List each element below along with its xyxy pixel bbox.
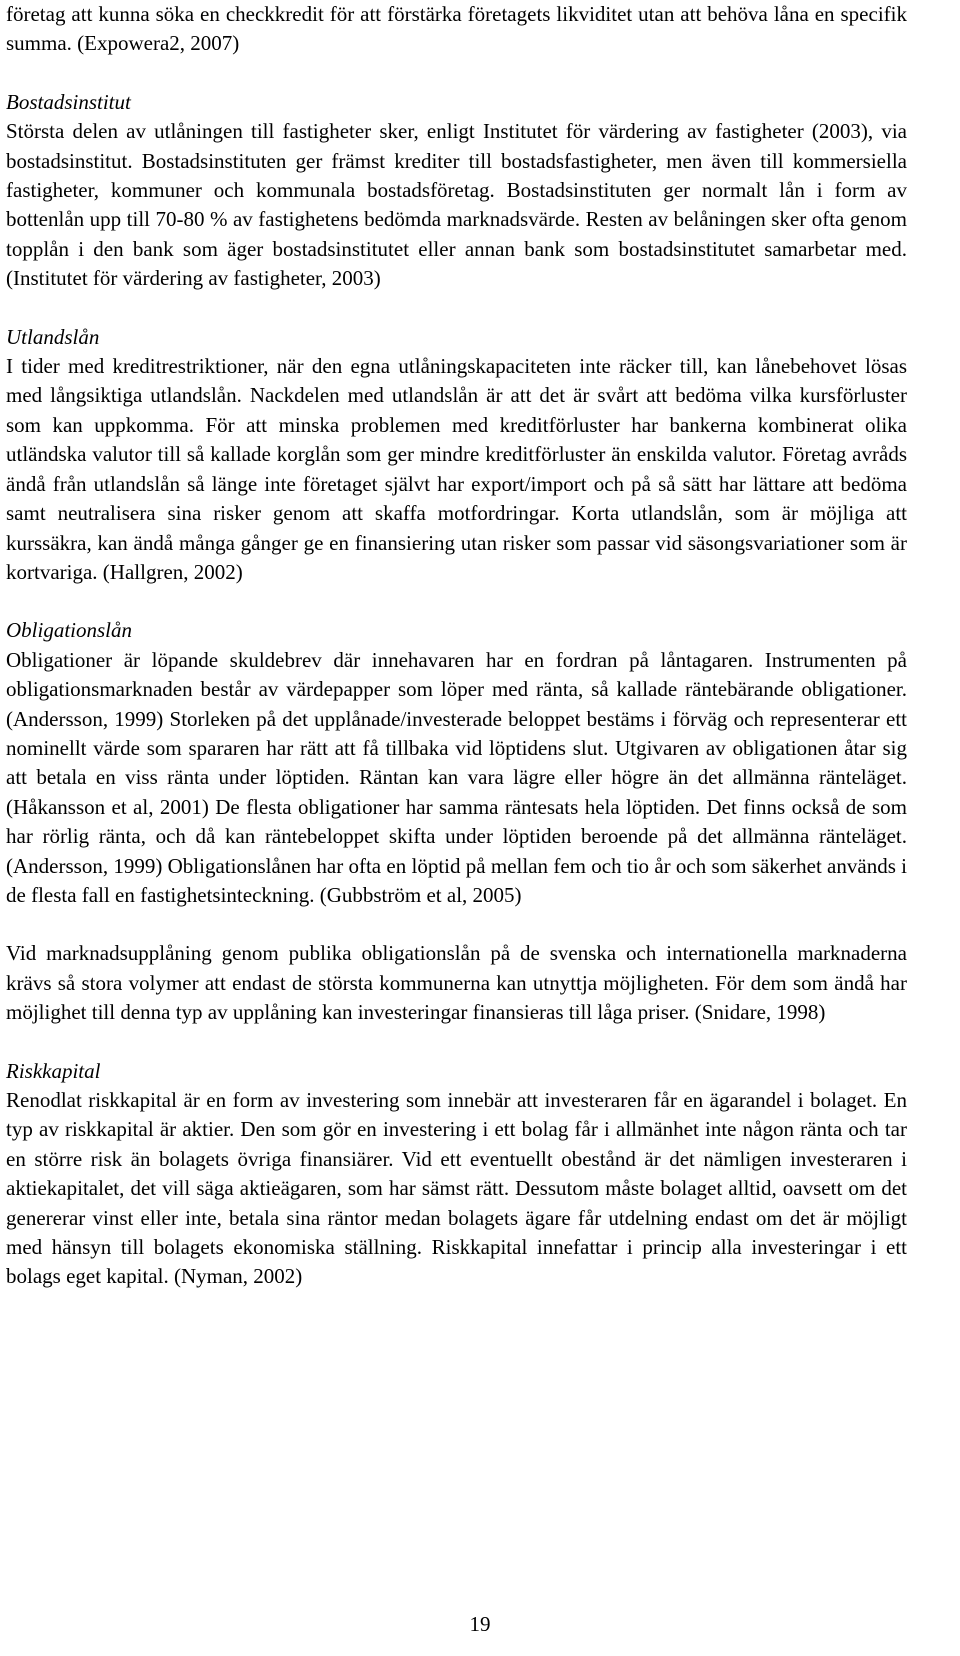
paragraph-intro: företag att kunna söka en checkkredit för att förstärka företagets likviditet utan att behöva låna en specifik summa. (Expowera2, 2007) [6, 2, 907, 56]
paragraph-bostadsinstitut: Största delen av utlåningen till fastigheter sker, enligt Institutet för värdering av fastigheter (2003), via bostadsinstitut. Bostadsinstituten ger främst krediter till bostadsfastigheter, men även till kommersiella fastigheter, kommuner och kommunala bostadsföretag. Bostadsinstituten ger normalt lån i form av bottenlån upp till 70-80 % av fastighetens bedömda marknadsvärde. Resten av belåningen sker ofta genom topplån i den bank som äger bostadsinstitutet eller annan bank som bostadsinstitutet samarbetar med. (Institutet för värdering av fastigheter, 2003) [6, 119, 907, 291]
paragraph-obligationslan: Obligationer är löpande skuldebrev där innehavaren har en fordran på låntagaren. Instrumenten på obligationsmarknaden består av värdepapper som löper med ränta, så kallade räntebärande obligationer. (Andersson, 1999) Storleken på det upplånade/investerade beloppet bestäms i förväg och representerar ett nominellt värde som spararen har rätt att få tillbaka vid löptidens slut. Utgivaren av obligationen åtar sig att betala en viss ränta under löptiden. Räntan kan vara lägre eller högre än det allmänna ränteläget. (Håkansson et al, 2001) De flesta obligationer har samma räntesats hela löptiden. Det finns också de som har rörlig ränta, och då kan räntebeloppet skifta under löptiden beroende på det allmänna ränteläget. (Andersson, 1999) Obligationslånen har ofta en löptid på mellan fem och tio år och som säkerhet används i de flesta fall en fastighetsinteckning. (Gubbström et al, 2005) [6, 647, 907, 907]
section-heading-obligationslan: Obligationslån [6, 618, 133, 643]
section-heading-utlandslan: Utlandslån [6, 324, 100, 349]
document-page [6, 0, 907, 1292]
section-heading-bostadsinstitut: Bostadsinstitut [6, 89, 131, 114]
paragraph-marknadsupplaning: Vid marknadsupplåning genom publika obligationslån på de svenska och internationella marknaderna krävs så stora volymer att endast de största kommunerna kan utnyttja möjligheten. För dem som ändå har möjlighet till denna typ av upplåning kan investeringar finansieras till låga priser. (Snidare, 1998) [6, 941, 907, 1025]
page-number: 19 [469, 1612, 491, 1636]
paragraph-utlandslan: I tider med kreditrestriktioner, när den egna utlåningskapaciteten inte räcker till, kan lånebehovet lösas med långsiktiga utlandslån. Nackdelen med utlandslån är att det är svårt att bedöma vilka kursförluster som kan uppkomma. För att minska problemen med kreditförluster har bankerna kombinerat olika utländska valutor till så kallade korglån som ger mindre kreditförluster än enskilda valutor. Företag avråds ändå från utlandslån så länge inte företaget självt har export/import och på så sätt har lättare att bedöma samt neutralisera sina risker genom att skaffa motfordringar. Korta utlandslån, som är möjliga att kurssäkra, kan ändå många gånger ge en finansiering utan risker som passar vid säsongsvariationer som är kortvariga. (Hallgren, 2002) [6, 354, 907, 584]
section-heading-riskkapital: Riskkapital [6, 1058, 101, 1083]
paragraph-riskkapital: Renodlat riskkapital är en form av investering som innebär att investeraren får en ägarandel i bolaget. En typ av riskkapital är aktier. Den som gör en investering i ett bolag får i allmänhet inte någon ränta och tar en större risk än bolagets övriga finansiärer. Vid ett eventuellt obestånd är det nämligen investeraren i aktiekapitalet, det vill säga aktieägaren, som har sämst rätt. Dessutom måste bolaget alltid, oavsett om det genererar vinst eller inte, betala sina räntor medan bolagets ägare får utdelning endast om det är möjligt med hänsyn till bolagets ekonomiska ställning. Riskkapital innefattar i princip alla investeringar i ett bolags eget kapital. (Nyman, 2002) [6, 1088, 907, 1289]
